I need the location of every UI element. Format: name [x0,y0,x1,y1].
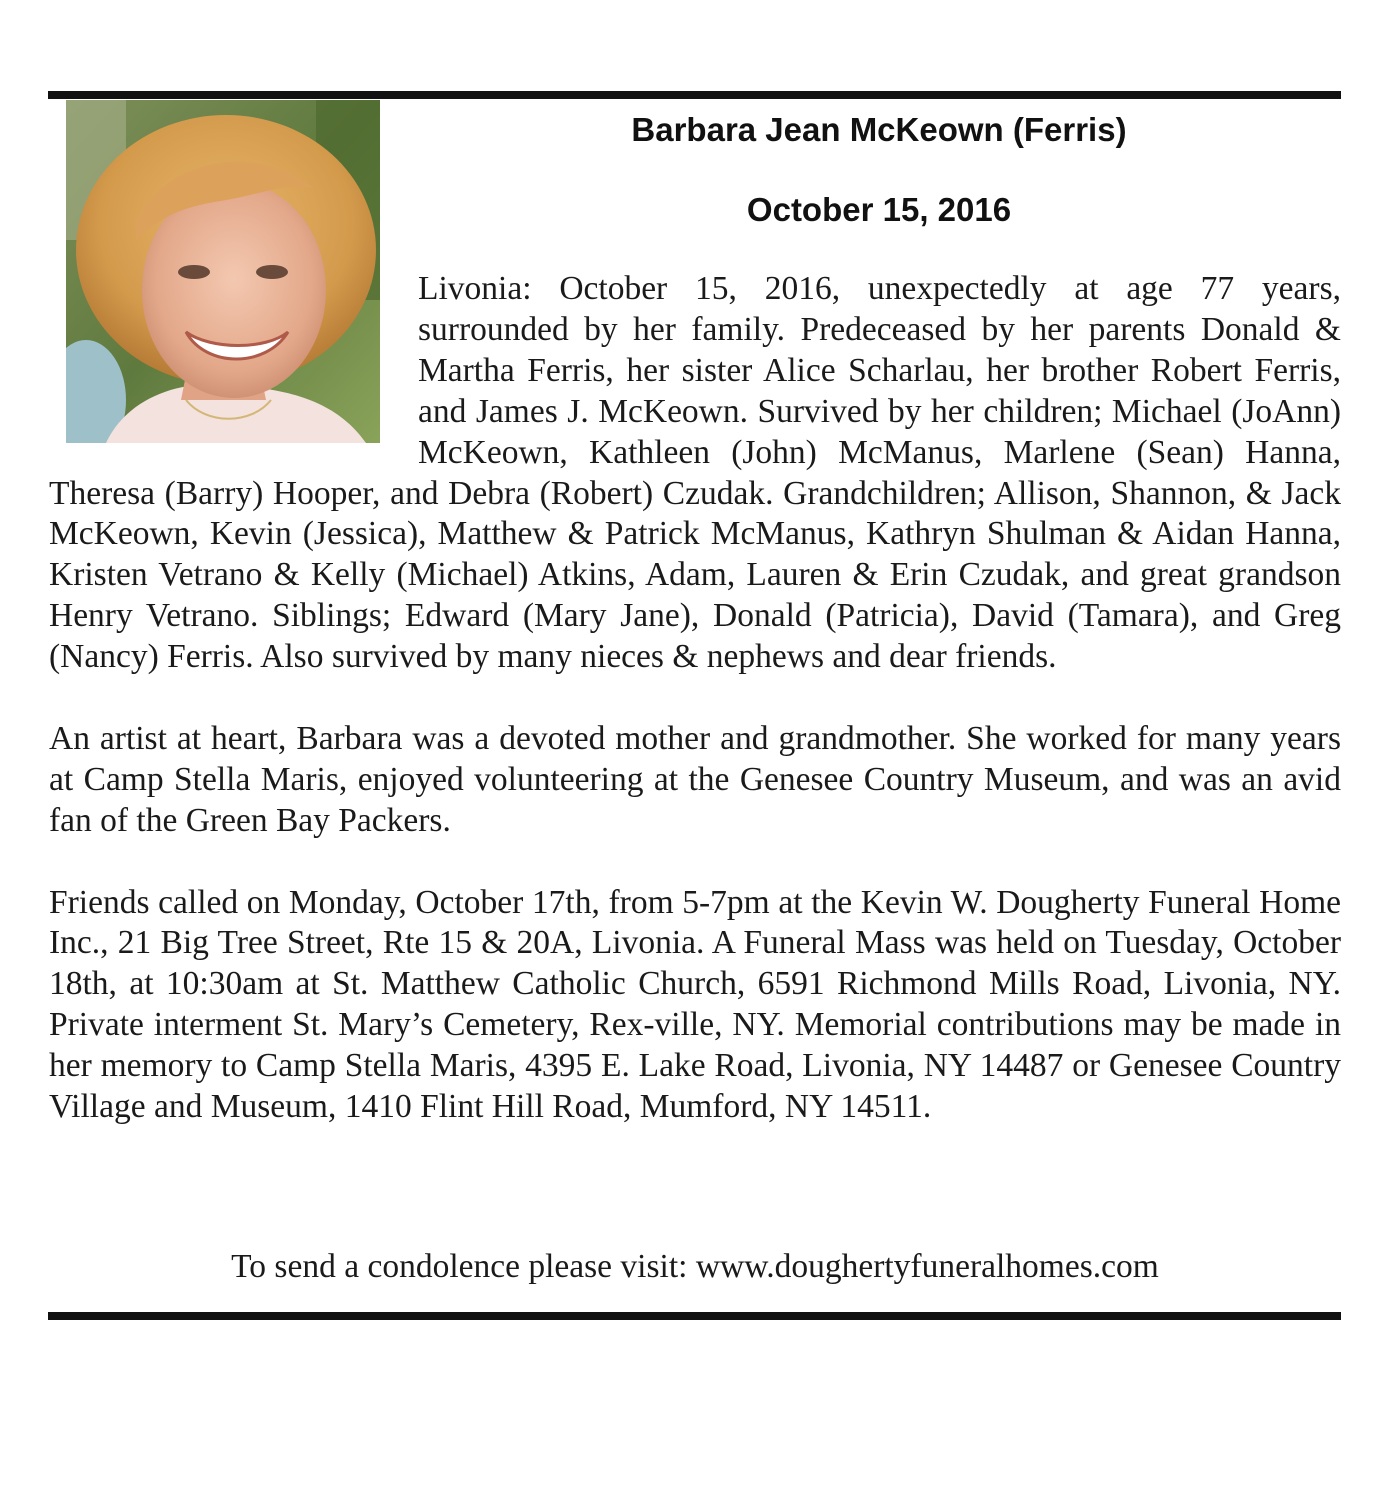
obituary-date: October 15, 2016 [746,191,1012,228]
obituary-paragraph-services: Friends called on Monday, October 17th, from 5-7pm at the Kevin W. Dougherty Funeral Home Inc., 21 Big Tree Street, Rte 15 & 20A, Livonia. A Funeral Mass was held on Tuesday, October 18th, at 10:30am at St. Matthew Catholic Church, 6591 Richmond Mills Road, Livonia, NY. Private interment St. Mary’s Cemetery, Rex-ville, NY. Memorial contributions may be made in her memory to Camp Stella Maris, 4395 E. Lake Road, Livonia, NY 14487 or Genesee Country Village and Museum, 1410 Flint Hill Road, Mumford, NY 14511. [49,883,1341,1126]
obituary-name: Barbara Jean McKeown (Ferris) [631,111,1127,148]
photo-wrap-spacer [49,269,418,460]
top-rule [48,91,1341,99]
obituary-paragraph-family: Livonia: October 15, 2016, unexpectedly at age 77 years, surrounded by her family. Predeceased by her parents Donald & Martha Ferris, her sister Alice Scharlau, her brother Robert Ferris, and James J. McKeown. Survived by her children; Michael (JoAnn) McKeown, Kathleen (John) McManus, Marlene (Sean) Hanna, Theresa (Barry) Hooper, and Debra (Robert) Czudak. Grandchildren; Allison, Shannon, & Jack McKeown, Kevin (Jessica), Matthew & Patrick McManus, Kathryn Shulman & Aidan Hanna, Kristen Vetrano & Kelly (Michael) Atkins, Adam, Lauren & Erin Czudak, and great grandson Henry Vetrano. Siblings; Edward (Mary Jane), Donald (Patricia), David (Tamara), and Greg (Nancy) Ferris. Also survived by many nieces & nephews and dear friends. [49,270,1341,676]
bottom-rule [48,1312,1341,1320]
condolence-line: To send a condolence please visit: www.doughertyfuneralhomes.com [231,1248,1159,1285]
obituary-body [49,269,1341,1169]
obituary-paragraph-life: An artist at heart, Barbara was a devoted mother and grandmother. She worked for many years at Camp Stella Maris, enjoyed volunteering at the Genesee Country Museum, and was an avid fan of the Green Bay Packers. [49,719,1341,839]
